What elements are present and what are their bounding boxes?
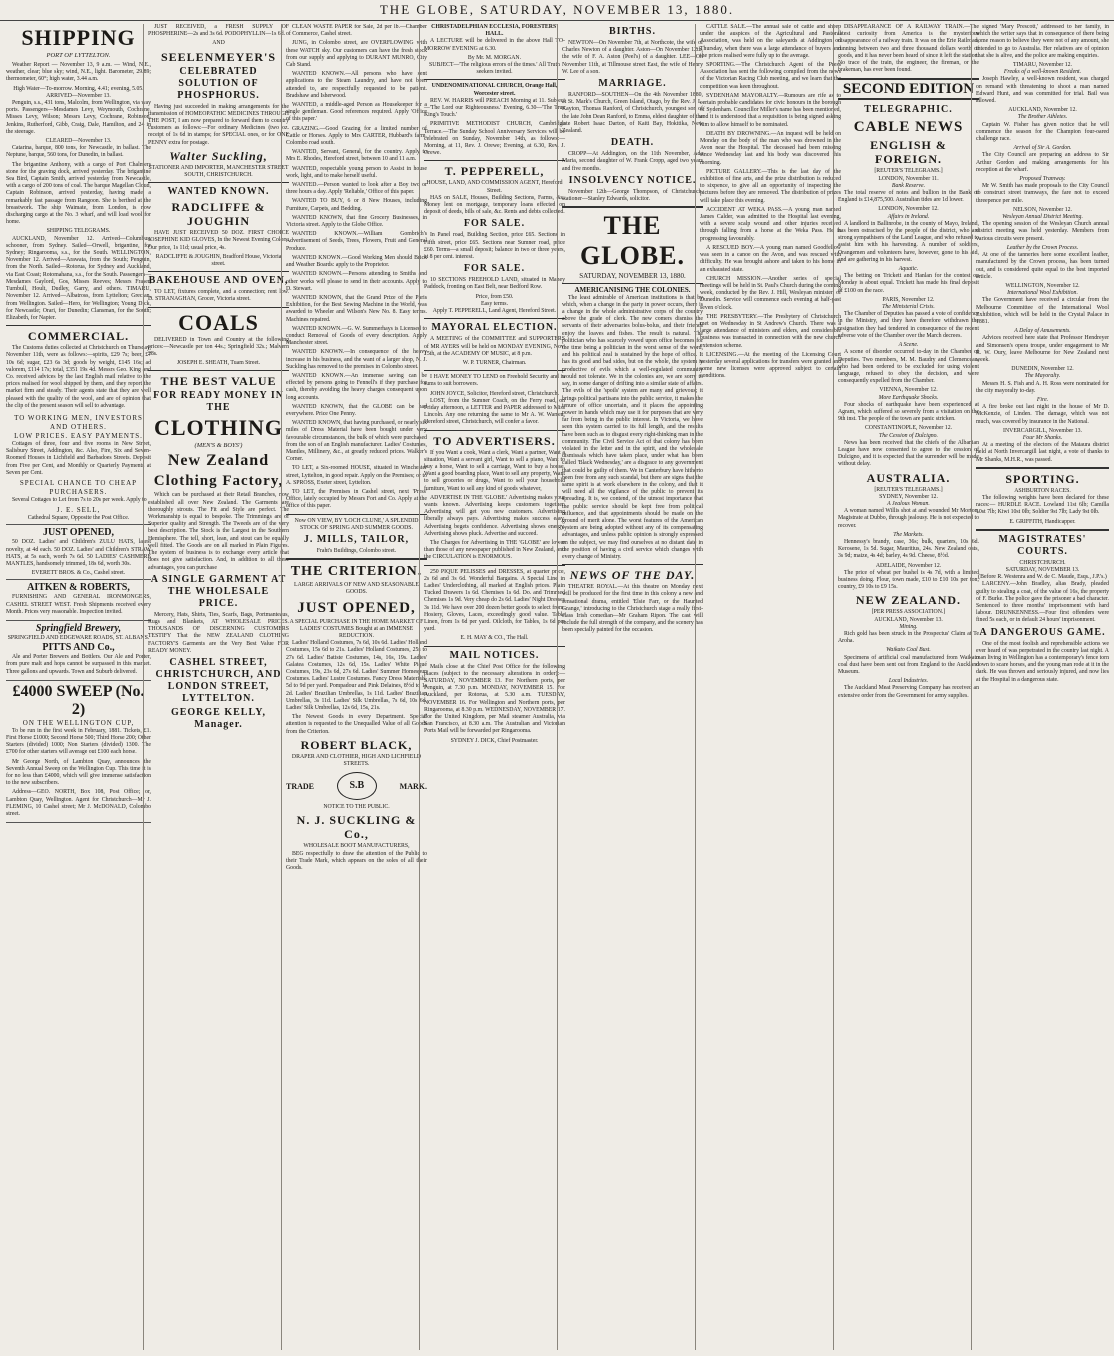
commercial-heading: COMMERCIAL. <box>27 329 130 344</box>
ad-special-body: Several Cottages to Let from 7s to 20s per week. Apply to <box>12 496 147 503</box>
ad-sweep-body: To be run in the first week in February, 1881. Tickets, £1. First Horse £1000; Second Horse 500; Third Horse 200; Other Starters (divided) 1000; Non Starters (divided) 1300. The £700 for other starters will average out £100 each horse. <box>6 727 151 756</box>
jealous-heading: A Jealous Woman. <box>887 500 930 507</box>
ad-just-opened-body: 50 DOZ. Ladies' and Children's ZULU HATS, latest novelty, at 4d each. 50 DOZ. Ladies' and Children's STRAW HATS, at 5s each, worth 7s 6d. 50 LADIES' CASHMERE MANTLES, handsomely trimmed, 18s 6d, worth 30s. <box>6 539 151 567</box>
wanted-known: WANTED KNOWN. <box>167 186 270 198</box>
lecturer: By Mr. M. MORGAN. <box>467 54 522 61</box>
news-drowning: DEATH BY DROWNING.—An inquest will be held on Monday on the body of the man who was drowned in the Avon near the Hospital. The deceased had been missing since Wednesday last and his body was discovered this morning. <box>700 130 841 166</box>
branches: CASHEL STREET, CHRISTCHURCH, AND LONDON STREET, LYTTELTON. <box>155 656 282 704</box>
ireland-heading: Affairs in Ireland. <box>887 213 930 220</box>
before-bench: (Before R. Westenra and W. de C. Maude, Esqs., J.P.'s.) <box>978 574 1107 581</box>
globe-date: SATURDAY, NOVEMBER 13, 1880. <box>579 272 686 281</box>
money-to-lend: I HAVE MONEY TO LEND on Freehold Security and in sums to suit borrowers. <box>424 374 565 388</box>
ministerial-body: The Chamber of Deputies has passed a vote of confidence in the Ministry, and they have therefore withdrawn the resignation they had tendered in consequence of the recent adverse vote of the Chamber over the March decrees. <box>838 311 979 339</box>
ad-removal: WANTED KNOWN.—G. W. Summerhays is Licensed to conduct Removal of Goods of every description. Apply Manchester street. <box>286 325 427 347</box>
column-3 <box>281 24 430 1350</box>
ministerial-heading: The Ministerial Crisis. <box>882 304 935 311</box>
press-assoc: [PER PRESS ASSOCIATION.] <box>871 609 946 616</box>
mining-heading: Mining. <box>899 623 918 630</box>
criterion-list: Ladies' Holland Costumes, 7s 6d, 10s 6d. Ladies' Holland Costumes, 15s 6d to 21s. Ladies' Holland Costumes, 25s to 27s 6d. Ladies' Batiste Costumes, 14s, 16s, 19s. Ladies' Galatea Costumes, 12s 6d, 15s. Ladies' White Piqué Costumes, 19s, 23s 6d, 27s 6d. Ladies' Summer Homespun Costumes. Ladies' Lustre Costumes. Fancy Dress Materials, 5d to 9d per yard. Pompadour and Pink Delaines, 8½d to 1s 2d. Ladies' Brazilian Umbrellas, 1s 11d. Ladies' Brazilian Umbrellas, 3s 11d. Ladies' Silk Umbrellas, 7s 6d, 10s 6d. Ladies' Silk Umbrellas, 12s 6d, 15s, 21s. <box>286 640 427 712</box>
high-water: High Water—To-morrow. Morning, 4.41; evening, 5.05. <box>13 85 144 92</box>
column-2 <box>143 24 292 1350</box>
radcliffe-title: RADCLIFFE & JOUGHIN <box>171 200 266 229</box>
column-1 <box>6 24 154 1350</box>
auckland-date: AUCKLAND, November 13. <box>874 616 943 623</box>
death-heading: DEATH. <box>610 137 655 149</box>
cleared-heading: CLEARED—November 13. <box>45 138 112 145</box>
mail-sign: SYDNEY J. DICK, Chief Postmaster. <box>450 737 539 744</box>
ad-just-opened-title: JUST OPENED, <box>43 527 114 539</box>
ad-working-men-title: TO WORKING MEN, INVESTORS AND OTHERS. <box>14 413 143 431</box>
ad-brewery <box>6 621 151 681</box>
loch-clune: Now ON VIEW, BY 'LOCH CLUNE,' A SPLENDID STOCK OF SPRING AND SUMMER GOODS. <box>294 517 419 531</box>
vienna-date: VIENNA, November 12. <box>879 387 938 394</box>
railway-train: DISAPPEARANCE OF A RAILWAY TRAIN.—The latest curiosity from America is the mysterious disappearance of a railway train. It was on the Erie Railroad, running between two and three thousand dollars worth of goods, and it has never been heard of since it left the station. No trace of the train, the engineer, the fireman, or the brakeman, has ever been found. <box>838 24 979 74</box>
constantinople-date: CONSTANTINOPLE, November 12. <box>864 425 953 432</box>
pique-ad: 250 PIQUE PELISSES and DRESSES, at quarter price, 2s 6d and 3s 6d. Wonderful Bargains. A Special Line in Ladies' Underclothing, all marked at English prices. Plain Tucked Drawers 1s 6d. Chemises 1s 6d. Do. and Trimmed Chemises 1s 9d. Very cheap do 2s 6d. Ladies' Night Dresses 3s 11d. We have over 200 dozen better goods to select from. Hosiery, Gloves, Laces, exceedingly good value. Table Linen, from 1s 6d per yard. Oilcloth, for Tables, 1s 6d per yard. <box>424 568 565 633</box>
ad-sell-name: J. E. SELL, <box>56 506 101 515</box>
scene-heading: A Scene. <box>898 342 919 349</box>
wellington-date: WELLINGTON, November 12. <box>1005 282 1080 289</box>
markets-body: Hennessy's brandy, case, 36s; bulk, quarters, 10s 6d. Kerosene, 1s 5d. Sugar, Mauritius, 24s. New Zealand oats, 3s 9d; maize, 4s 4d; barley, 4s 9d. Cheese, 8½d. <box>838 538 979 560</box>
arrived-heading: ARRIVED—November 13. <box>46 92 111 99</box>
clothing-sub: (MEN'S & BOYS') <box>194 442 243 450</box>
freaks-body: Joseph Hawley, a well-known resident, was charged on remand with threatening to shoot a man named Edward Hunt, and was committed for trial. Bail was allowed. <box>976 76 1109 105</box>
peppereil-title: T. PEPPERELL, <box>444 164 545 179</box>
ad-working-men-body: Cottages of three, four and five rooms in New Street, Salisbury Street, Addington, &c. Also, Fire, Six and Seven-Roomed Houses in Lichfield and Barbadoes Streets. Deposit from Five per Cent, and Monthly or Quarterly Payments at Seven per Cent. <box>6 440 151 476</box>
ad-working-men <box>6 412 151 525</box>
ad-aitken-body: FURNISHING AND GENERAL IRONMONGERS, CASHEL STREET WEST. Fresh Shipments received every Month. Prices very reasonable. Inspection invited. <box>6 594 151 615</box>
port-heading: PORT OF LYTTELTON. <box>46 52 111 59</box>
local-body: The Auckland Meat Preserving Company has received an extensive order from the Government for army supplies. <box>838 685 979 699</box>
bakehouse-body: TO LET, fixtures complete, and a connection; rent low. D. STRANAGHAN, Grocer, Victoria street. <box>148 289 289 303</box>
easy-terms: Easy terms. <box>480 300 509 307</box>
mark-label: MARK. <box>399 781 427 791</box>
black-title: ROBERT BLACK, <box>300 737 413 752</box>
leather-body: At one of the tanneries here some excellent leather, manufactured by the Crown process, has been turned out, and is considered quite equal to the best imported article. <box>976 252 1109 280</box>
dangerous-body: One of the most foolish and reprehensible actions we ever heard of was perpetrated in the country last night. A man living in Wellington has a contemporary's fence torn down to scare horses, and the young man rode at it in the dark. He was thrown and seriously injured, and now lies at the Hospital in a dangerous state. <box>976 640 1109 683</box>
nelson-date: NELSON, November 12. <box>1013 206 1072 213</box>
ad-sweep-on: ON THE WELLINGTON CUP, <box>22 718 135 727</box>
radcliffe-body: HAVE JUST RECEIVED 50 DOZ. FIRST CHOICE JOSEPHINE KID GLOVES, In the Newest Evening Colors. Our price, 1s 11d; usual price, 4s. <box>148 230 289 251</box>
bank-body: The total reserve of notes and bullion in the Bank of England is £14,875,500. Australian tides are 1d lower. <box>838 190 979 204</box>
radcliffe-sign: RADCLIFFE & JOUGHIN, Bradford House, Victoria street. <box>155 253 282 268</box>
clothing-title: CLOTHING <box>153 415 284 441</box>
mayoral-body: A MEETING of the COMMITTEE and SUPPORTERS of MR AYERS will be held on MONDAY EVENING, Nov. 15th, at the ACADEMY OF MUSIC, at 8 p.m. <box>424 336 565 357</box>
markets-heading: The Markets. <box>893 531 924 538</box>
wholesale-body: Mercery, Hats, Shirts, Ties, Scarfs, Bags, Portmanteaus, Rugs and Blankets, AT WHOLESALE PRICES. THOUSANDS OF DISCERNING CUSTOMERS TESTIFY That the NEW ZEALAND CLOTHING FACTORY'S Garments are the Very Best Value FOR READY MONEY. <box>148 611 289 654</box>
ad-grocery: WANTED KNOWN, that fine Grocery Businesses, in Victoria street. Apply to the Globe Office. <box>286 214 427 229</box>
njs-title: N. J. SUCKLING & Co., <box>296 813 417 842</box>
phosphorus-title: CELEBRATED SOLUTION OF PHOSPHORUS. <box>177 65 260 101</box>
ashburton-body: The following weights have been declared for these races:— HURDLE RACE. Lowland 11st 6lb; Camilla 10st 7lb; Kiwi 10st 0lb; Soldier 9st 7lb; Lady 9st 0lb. <box>976 494 1109 516</box>
pique-sign: E. H. MAY & CO., The Hall. <box>460 635 529 642</box>
black-sub: DRAPER AND CLOTHIER, HIGH AND LICHFIELD STREETS. <box>291 753 422 768</box>
earthquake-heading: More Earthquake Shocks. <box>878 394 939 401</box>
bakehouse-title: BAKEHOUSE AND OVEN, <box>148 275 289 287</box>
wesleyan-heading: Wesleyan Annual District Meeting. <box>1002 214 1083 221</box>
factory-body: Which can be purchased at their Retail Branches, now established all over New Zealand. The Garments are thoroughly strouts. The Fit and Style are perfect. The Workmanship is equal to bespoke. The Trimmings are of Superior quality and Strength. The Tweeds are of the very best description. The Stock is the Largest in the Southern Hemisphere. The tell, short, lean, and stout can be equally well fitted. The Goods are on all marked in Plain Figures. The system of business is to exchange every article that does not give satisfaction. And, in addition to all these advantages, you can purchase <box>148 492 289 571</box>
ad-accounts: WANTED KNOWN.—Persons attending to Smiths and other works will please to send in their accounts. Apply to D. Stewart. <box>286 271 427 292</box>
freaks-heading: Freaks of a well-known Resident. <box>1003 69 1082 76</box>
ad-sweep-title: £4000 SWEEP (No. 2) <box>12 682 145 718</box>
news-sporting: SPORTING.—The Christchurch Agent of the Press Association has sent the following compiled from the news of the Victorian Racing Club meeting, and we learn that the competition was keen throughout. <box>700 62 841 90</box>
news-mission: CHURCH MISSION.—Another series of special meetings will be held in St. Paul's Church during the coming week, conducted by the Rev. J. Hill, Wesleyan minister, of Dunedin. Service will commence each evening at half-past seven o'clock. <box>700 275 841 311</box>
sporting-heading: SPORTING. <box>1005 471 1080 486</box>
adelaide-date: ADELAIDE, November 12. <box>875 562 942 569</box>
second-edition: SECOND EDITION <box>838 78 979 100</box>
athletes-heading: The Brother Athletes. <box>1017 114 1068 121</box>
mayoralty-body: Messrs H. S. Fish and A. H. Ross were nominated for the city mayoralty to-day. <box>976 380 1109 394</box>
insolvency-heading: INSOLVENCY NOTICE. <box>568 174 697 186</box>
shanks-heading: Four Mr Shanks. <box>1022 434 1063 441</box>
reuter-1: [REUTER'S TELEGRAMS.] <box>874 168 943 175</box>
timaru-date: TIMARU, November 12. <box>1013 62 1072 69</box>
harris-notice: REV. W. HARRIS will PREACH Morning at 11. Subject—'The Lord our Righteousness.' Evening, 6.30—'The True King's Touch.' <box>424 97 565 119</box>
weather-report: Weather Report — November 13, 9 a.m. — Wind, N.E., weather, clear; blue sky; wind, N.E., light. Barometer, 29.89; thermometer, 60°; high water, 3.44 a.m. <box>6 62 151 83</box>
ad-and: AND <box>212 40 225 47</box>
dunedin-date: DUNEDIN, November 12. <box>1011 366 1074 373</box>
peppereil-body: HAS on SALE, Houses, Building Sections, Farms, &c. Money lent on mortgage, temporary loans effected on deposit of deeds, bills of sale, &c. Rents and debts collected. <box>424 194 565 216</box>
news-cattle: CATTLE SALE.—The annual sale of cattle and sheep under the auspices of the Agricultural and Pastoral Association, was held on the saleyards at Addington on Thursday, when there was a large attendance of buyers and the prices realised were fully up to the average. <box>700 24 841 59</box>
mayoralty-heading: The Mayoralty. <box>1024 373 1061 380</box>
london-date-2: LONDON, November 12. <box>878 206 939 213</box>
ad-young-person: WANTED, respectable young person to Assist in house work, light, and to make herself useful. <box>286 165 427 179</box>
ad-waste-paper: CLEAN WASTE PAPER for Sale, 2d per lb.—Chamber of Commerce, Cashel street. <box>286 24 427 38</box>
sydney-date: SYDNEY, November 12. <box>879 493 938 500</box>
tramway-heading: Proposed Tramway. <box>1019 176 1066 183</box>
jealous-body: A woman named Willis shot at and wounded Mr Morton, Magistrate at Dubbo, through jealousy. He is not expected to recover. <box>838 508 979 529</box>
ad-housekeeper: WANTED, a middle-aged Person as Housekeeper for a single gentleman. Good references required. Apply 'Office of this paper.' <box>286 102 427 123</box>
article-title: AMERICANISING THE COLONIES. <box>574 286 691 295</box>
ready-money: FOR READY MONEY IN THE <box>153 390 284 414</box>
aquatic-heading: Aquatic. <box>898 266 919 273</box>
undenom-heading: UNDENOMINATIONAL CHURCH, Orange Hall, Worcester street. <box>431 83 558 97</box>
peppereil-sub: HOUSE, LAND, AND COMMISSION AGENT, Hereford Street. <box>426 180 563 194</box>
ad-phosphorine: JUST RECEIVED, a FRESH SUPPLY OF PHOSPHERINE—2s and 3s 6d. PODOPHYLLIN—1s 6d. <box>148 24 289 38</box>
ad-pitts-title: PITTS AND Co., <box>42 642 115 654</box>
mail-heading: MAIL NOTICES. <box>449 649 540 661</box>
ashburton-heading: ASHBURTON RACES. <box>1014 487 1071 494</box>
exhibition-heading: International Wool Exhibition. <box>1007 290 1078 297</box>
wesleyan-body: The opening session of the Wesleyan Church annual district meeting was held yesterday. Members from various circuits were present. <box>976 221 1109 242</box>
ad-sweep-addr: Address—GEO. NORTH, Box 108, Post Office; or, Lambton Quay, Wellington. Agent for Christchurch—Mr J. FLEMING, 10 Cashel street; Mr J. McDONALD, Colombo street. <box>6 789 151 818</box>
waikato-heading: Waikato Coal Bust. <box>886 647 931 654</box>
mining-body: Rich gold has been struck in the Prospectus' Claim at Te Aroha. <box>838 631 979 645</box>
athletes-body: Captain W. Fisher has given notice that he will commence the season for the Champion four-oared challenge race. <box>976 121 1109 143</box>
advertisers-heading: TO ADVERTISERS. <box>433 433 556 448</box>
adelaide-body: The price of wheat per bushel is 4s 7d, with a limited business doing. Flour, town made, £10 to £10 10s per ton; country, £9 10s to £9 15s. <box>838 569 979 591</box>
seelenmeyer-title: SEELENMEYER'S <box>160 49 277 64</box>
leather-heading: Leather by the Crown Process. <box>1006 244 1079 251</box>
news-heading: NEWS OF THE DAY. <box>569 568 696 583</box>
ad-buy-houses: WANTED TO BUY, 6 or 8 New Houses, including Furniture, Carpets, and Bedding. <box>286 198 427 212</box>
phosphorus-body: Having just succeeded in making arrangements for the transmission of HOMEOPATHIC MEDICINES THROUGH THE POST, I am now prepared to forward them to country customers as follows:—For ordinary Medicines (two oz. receipt of 1s 6d in stamps; for SPECIAL ones, or for ONE PENNY extra for postage. <box>148 103 289 146</box>
sections-ten: 10 SECTIONS FREEHOLD LAND, situated in Maney Paddock, fronting on East Belt, near Bedford Row. <box>424 277 565 291</box>
ad-sweep <box>6 681 151 823</box>
globe-note: The Charges for Advertising in THE 'GLOBE' are lower than those of any newspaper published in New Zealand, and the CIRCULATION is ENORMOUS. <box>424 539 565 561</box>
auckland-date-2: AUCKLAND, November 12. <box>1008 107 1077 114</box>
ad-laundry: WANTED KNOWN.—All persons who have sent applications to the Steam Laundry, and have not been attended to, are respectfully requested to be patient. Bradshaw and Isherwood. <box>286 71 427 99</box>
ad-jung: JUNG, in Colombo street, are OVERFLOWING with these WATCH sky. Our customers can have the fresh stock from our supply and applying to DURANT MUNRO, City Cab Stand. <box>286 40 427 69</box>
births-body: NEWTON—On November 7th, at Northcote, the wife of Charles Newton of a daughter. Aston—On November 12th, the wife of F. A. Aston (Peel's) of a daughter. LEE—On November 11th, at Tillmouse street East, the wife of Henry W. Lee of a son. <box>562 40 703 75</box>
news-body: THEATRE ROYAL.—At this theatre on Monday next will be produced for the first time in this colony a new and sensational drama, entitled 'Elsie Farr, or the Haunted Grange,' introducing to the Christchurch stage a really first-class Irish comedian—Mr Graham Ripon. The cast will include the full strength of the company, and the scenery has been specially painted for the occasion. <box>562 584 703 634</box>
primitive-notice: PRIMITIVE METHODIST CHURCH, Cambridge Terrace.—The Sunday School Anniversary Services will be celebrated on Sunday, November 14th, as follows:—Morning, at 11, Rev. J. Orewe; Evening, at 6.30, Rev. J. Orewe. <box>424 121 565 157</box>
masthead-title: THE GLOBE, SATURDAY, NOVEMBER 13, 1880. <box>379 2 735 17</box>
ad-brewery-title: Springfield Brewery, <box>35 622 122 634</box>
for-sale-1: FOR SALE. <box>463 218 526 230</box>
manager: GEORGE KELLY, Manager. <box>170 706 267 730</box>
tramway-body: Mr W. Smith has made proposals to the City Council to construct street tramways, the fare not to exceed threepence per mile. <box>976 183 1109 204</box>
criterion-title: THE CRITERION. <box>290 564 423 580</box>
australia-heading: AUSTRALIA. <box>866 470 951 485</box>
aquatic-body: The betting on Trickett and Hanlan for the contest on Monday is about equal. Trickett has made his final deposit of £100 on the race. <box>838 273 979 294</box>
arrival-body: The City Council are preparing an address to Sir Arthur Gordon and making arrangements for his reception at the wharf. <box>976 152 1109 173</box>
commercial-body: The Customs duties collected at Christchurch on Thursday, November 11th, were as follows:—spirits, £29 7s; beer, £7 10s 6d; sugar, £23 6s 3d; goods by weight, £145 16s; ad valorem, £114 17s; total, £351 19s 4d. Messrs Geo. King and Co. received advices by the last English mail relative to the prices realised for wool shipped by them, and they report the market firm and steady. Their agents state that they are well pleased with the quality of the wool, and are of opinion that the clip of the present season will sell to advantage. <box>6 345 151 409</box>
njs-body: BEG respectfully to draw the attention of the Public to their Trade Mark, which appears on the soles of all their Goods. <box>286 850 427 872</box>
court-body: LARCENY.—John Bradley, alias Brady, pleaded guilty to stealing a coat, of the value of 16s, the property of F. Burke. The police gave the prisoner a bad character. Sentenced to three months' imprisonment with hard labour. DRUNKENNESS.—Four first offenders were fined 5s each, or in default 24 hours' imprisonment. <box>976 581 1109 624</box>
cleared-body: Catarina, barque, 800 tons, for Newcastle, in ballast. The Neptune, barque, 560 tons, for Dunedin, in ballast. <box>6 145 151 159</box>
news-rescued: A RESCUED BOY.—A young man named Goodfellow was seen in a canoe on the Avon, and was rescued with difficulty. He was brought ashore and taken to his home in an exhausted state. <box>700 244 841 273</box>
mail-body: Mails close at the Chief Post Office for the following places (subject to the necessary alterations in order):— SATURDAY, NOVEMBER 13. For Northern ports, per Penguin, at 7.30 p.m. MONDAY, NOVEMBER 15. For Auckland, per Rotorua, at 5.30 a.m. TUESDAY, NOVEMBER 16. For Wellington and Northern ports, per Ringarooma, at 8.30 p.m. WEDNESDAY, NOVEMBER 17. For the United Kingdom, per Mail steamer Australia, via San Francisco, at 8.30 a.m. The Australian and Victorian Ports Mail will be forwarded per Ringarooma. <box>424 663 565 735</box>
marriage-body: RANFORD—SOUTHEN—On the 4th November 1880, at St. Mark's Church, Green Island, Otago, by the Rev. J. L. Kayton, Thomas Ranford, of Christchurch, youngest son of the late John Dean Ranford, to Emma, eldest daughter of the late Robert Isaac Darton, of Kaiti Bay, Hokitika, New Zealand. <box>562 92 703 135</box>
apply-peppereil: Apply T. PEPPERELL, Land Agent, Hereford Street. <box>432 308 557 315</box>
letter-body: signed 'Mary Prescott,' addressed to her family, in which the writer says that in consequence of there being some reason to believe they were not of any amount, she intended to go to Australia. Her relatives are of opinion that she is alive, and the police are making enquiries. <box>976 24 1109 59</box>
griffith-sign: E. GRIFFITH, Handicapper. <box>1009 518 1076 525</box>
masthead <box>0 0 1114 21</box>
mayoral-sign: W. P. TURNER, Chairman. <box>462 359 527 366</box>
for-sale-body: In Panel road, Building Section, price £65. Sections in Fifth street, price £65. Sections near Sumner road, price £60. Terms—a small deposit; balance in two or three years, at 8 per cent. interest. <box>424 232 565 261</box>
notice-public: NOTICE TO THE PUBLIC. <box>323 804 390 811</box>
nz-heading: NEW ZEALAND. <box>855 593 962 608</box>
saturday-date: SATURDAY, NOVEMBER 13. <box>1005 567 1080 573</box>
want-list: If you Want a cook, Want a clerk, Want a partner, Want a situation, Want a servant girl, Want to sell a piano, Want to buy a horse, Want to sell a carriage, Want to buy a house, Want a good boarding place, Want to sell any property, Want to sell groceries or drugs, Want to sell your household furniture, Want to sell any kind of goods whatever, <box>424 449 565 492</box>
columns <box>6 24 1108 1350</box>
telegrams-body: AUCKLAND, November 12. Arrived—Columbus, schooner, from Sydney. Sailed—Orwell, brigantine, for Sydney; Ringarooma, s.s., for the South. WELLINGTON, November 12. Arrived—Arawata, from the South; Penguin, from the North. Sailed—Rotorua, for Sydney and Auckland, via East Coast; Rotomahana, s.s., for the South. Passengers—Mesdames Gaylord, Gos, Misses Reeves; Messrs Fraser, Turnbull, Hoult, Dudley, Garry, and others. TIMARU, November 12. Arrived—Albatross, from Lyttelton; Grecian, from Wellington. Sailed—Hero, for Wellington; Young Dick, for Newcastle; Orari, for Dunedin; Clansman, for the South; Elizabeth, for Napier. <box>6 235 151 321</box>
dulcigno-body: News has been received that the chiefs of the Albanian League have now consented to agree to the cession of Dulcigno, and it is expected that the surrender will be made without delay. <box>838 439 979 468</box>
arrival-heading: Arrival of Sir A. Gordon. <box>1013 145 1072 152</box>
telegrams-heading: SHIPPING TELEGRAMS. <box>46 228 111 235</box>
news-gallery: PICTURE GALLERY.—This is the last day of the exhibition of fine arts, and the prize distribution is reduced to sixpence, to give all an opportunity of inspecting the pictures before they are removed. The distribution of prizes will take place this evening. <box>700 168 841 204</box>
ad-to-let-house: TO LET, a Six-roomed HOUSE, situated in Winchester street, Lyttelton, in good repair. Apply on the Premises; or to A. SPROSS, Exeter street, Lyttelton. <box>286 465 427 486</box>
ad-pitts-body: Ale and Porter Brewers and Bottlers. Our Ale and Porter, from pure malt and hops cannot be surpassed in this market. Three gallons and upwards. Town and Suburb delivered. <box>6 654 151 675</box>
article-body: The least admirable of American institutions is that by which, when a change in the party in power occurs, there is a change in the whole administrative corps of the country above the grade of clerk. The new comers dismiss the servants of their adversaries bolus-bolus, and their friends enjoy the loaves and fishes. The result is natural. The politician who has scarcely vowed upon office becomes for the time being a politician in the worst sense of the word, and his political zeal is sustained by the hope of office. It has its good and bad sides, but on the whole, the system is productive of evils which a well-regulated community would not tolerate. We in the colonies are, we are sorry to say, in some danger of drifting into a similar state of affairs. The evils of the 'spoils' system are many and grievous; it brings political partisans into the public service, it makes the tenure of office uncertain, and it places the appointing power in hands which may use it for purposes that are very far from being in the public interest. In Victoria, we have seen this system carried to its full length, and the results have been such as to disgust every right-thinking man in the community. The Civil Service Act of that colony has been violated in the letter and in the spirit, and the wholesale dismissals which have taken place, under what has been called 'Black Wednesday,' are a disgrace to any government that could be guilty of them. We in Canterbury have hitherto been free from any such scandal, but there are signs that the same spirit is at work elsewhere in the colony, and that it will need all the vigilance of the public to prevent its spreading. It is, we contend, of the utmost importance that the public service should be kept free from political influence, and that appointments should be made on the ground of merit alone. The worst features of the American system are being adopted without any of its compensating advantages, and unless public opinion is strongly expressed on the subject, we may find ourselves at no distant date in the position of having a civil service which changes with every change of Ministry. <box>562 294 703 560</box>
church-body: A LECTURE will be delivered in the above Hall TO-MORROW EVENING at 6.30. <box>424 38 565 52</box>
invercargill-date: INVERCARGILL, November 13. <box>1003 427 1082 434</box>
ad-sweep-tail: Mr George North, of Lambton Quay, announces the Seventh Annual Sweep on the Wellington Cup. This time it is for no less than £4000, which will give immense satisfaction to the new subscribers. <box>6 758 151 787</box>
ad-fennell: WANTED KNOWN.—An immense saving can be effected by persons going to Fennell's if they purchase for cash, thereby avoiding the heavy charges consequent upon long accounts. <box>286 372 427 401</box>
dulcigno-heading: The Cession of Dulcigno. <box>879 432 938 439</box>
ireland-body: A landlord in Ballinrobe, in the county of Mayo, Ireland, has been ostracised by the people of the district, who are strong sympathisers of the Land League, and who refused to assist him with his harvesting. A number of soldiers, Orangemen and volunteers have, however, gone to his aid, and are gathering in his harvest. <box>838 220 979 263</box>
criterion-sub: LARGE ARRIVALS OF NEW AND SEASONABLE GOODS. <box>294 582 419 596</box>
ad-globe-penny: WANTED KNOWN, that the GLOBE can be had everywhere. Price One Penny. <box>286 403 427 417</box>
factory-title: Clothing Factory, <box>153 473 284 490</box>
mayoral-heading: MAYORAL ELECTION. <box>431 322 558 334</box>
for-sale-2: FOR SALE. <box>463 263 526 275</box>
mills-addr: Fraht's Buildings, Colombo street. <box>316 548 397 554</box>
shipping-notes: The brigantine Anthony, with a cargo of Port Chalmers stone for the graving dock, arrived yesterday. The brigantine Sea Bird, Captain Smith, arrived yesterday from Newcastle, with a cargo of 200 tons of coal. The barque Magellan Cloud, Captain Robinson, arrived yesterday, having made a remarkably fast passage from Rangoon. She is berthed at the breastwork. The ship Waimate, from London, is now discharging cargo at the No. 3 wharf, and will load wool for home. <box>6 161 151 226</box>
ad-just-opened-sign: EVERETT BROS. & Co., Cashel street. <box>31 570 126 577</box>
lecture-subject: SUBJECT—'The religious errors of the times.' All Truth seekers invited. <box>429 62 560 76</box>
coals-title: COALS <box>178 309 259 335</box>
shanks-body: At a meeting of the electors of the Mataura district held at North Invercargill last night, a vote of thanks to Mr Shanks, M.H.R., was passed. <box>976 442 1109 463</box>
ad-grazing: GRAZING.—Good Grazing for a limited number of Cattle or Horses. Apply to Mrs CARTER, Hubbard's farm, Colombo road south. <box>286 125 427 147</box>
single-garment: A SINGLE GARMENT AT THE WHOLESALE PRICE. <box>150 573 287 609</box>
ad-working-men-sub: LOW PRICES. EASY PAYMENTS. <box>14 431 143 440</box>
marriage-heading: MARRIAGE. <box>598 78 667 90</box>
fire-heading: Fire. <box>1036 396 1049 403</box>
reuter-2: [REUTER'S TELEGRAMS.] <box>874 486 943 493</box>
london-date-1: LONDON, November 11. <box>878 175 939 182</box>
joyce-sign: JOHN JOYCE, Solicitor, Hereford street, Christchurch. <box>429 390 560 397</box>
coals-body: DELIVERED in Town and Country at the following prices:—Newcastle per ton 44s.; Springfield 32s.; Malvern 28s. <box>148 336 289 358</box>
delay-body: Advices received here state that Professor Hendreyer and Simonsen's opera troupe, under engagement to Mr R. W. Oury, leave Melbourne for New Zealand next week. <box>976 335 1109 363</box>
local-heading: Local Industries. <box>888 678 929 685</box>
ad-bricks: WANTED KNOWN.—Good Working Men should Brick and Weather Boards: apply to the Proprietor. <box>286 254 427 269</box>
nz-title: New Zealand <box>167 452 270 470</box>
coals-sign: JOSEPH E. SHEATH, Tuam Street. <box>176 360 261 367</box>
column-7 <box>833 24 982 1350</box>
column-6 <box>695 24 844 1350</box>
suckling-title: Walter Suckling, <box>169 148 268 163</box>
christchurch-heading: CHRISTCHURCH. <box>1019 559 1066 566</box>
death-body: CROPP—At Addington, on the 11th November, Ada Maria, second daughter of W. Frank Cropp, aged two years and five months. <box>562 151 703 172</box>
mills-title: J. MILLS, TAILOR, <box>303 534 410 545</box>
news-licensing: LICENSING.—At the meeting of the Licensing Court yesterday several applications for transfers were granted and some new licenses were approved subject to certain conditions. <box>700 351 841 380</box>
dangerous-heading: A DANGEROUS GAME. <box>979 626 1106 638</box>
waikato-body: Specimens of artificial coal manufactured from Waikato coal dust have been sent out from England to the Auckland Museum. <box>838 654 979 676</box>
trade-label: TRADE <box>286 781 315 791</box>
ad-suckling-removed: WANTED KNOWN.—In consequence of the heavy increase in his business, and the want of a larger shop, N. J. Suckling has removed to the premises in Colombo street. <box>286 349 427 370</box>
globe-title: THE GLOBE. <box>580 211 685 271</box>
lost-notice: LOST, from the Sumner Coach, on the Ferry road, on Friday afternoon, a LETTER and PAPER addressed to Miss Lincoln. Any one returning the same to Mr A. W. Warren, Hereford street, Christchurch, will confer a favor. <box>424 397 565 426</box>
ad-dress-material: WANTED KNOWN, that having purchased, or nearly six miles of Dress Material have been bought under very favourable circumstances, the bulk of which were purchased from the son of an English manufacturer. Ladies' Costumes, Mantles, Millinery, &c., at greatly reduced prices. Walker's Corner. <box>286 420 427 463</box>
paris-date: PARIS, November 12. <box>882 296 935 303</box>
advertise-list: ADVERTISE IN THE 'GLOBE.' Advertising makes your wants known. Advertising keeps customers together. Advertising will get you new customers. Advertising liberally always pays. Advertising makes success easy. Advertising begets confidence. Advertising shows energy. Advertising shows pluck. Advertise and succeed. <box>424 494 565 537</box>
delay-heading: A Delay of Amusements. <box>1014 328 1071 335</box>
trade-mark-row <box>286 772 427 800</box>
english-foreign: ENGLISH & FOREIGN. <box>870 138 947 167</box>
ad-boy-care: WANTED.—Person wanted to look after a Boy two or three hours a day. Apply 'Reliable,' Office of this paper. <box>286 182 427 196</box>
insolvency-body: November 12th—George Thompson, of Christchurch, stationer—Stanley Edwards, solicitor. <box>562 188 703 203</box>
ad-seeds: WANTED KNOWN.—William Gombrich's Advertisement of Seeds, Trees, Flowers, Fruit and General Produce. <box>286 231 427 252</box>
best-value: THE BEST VALUE <box>160 374 277 389</box>
njs-sub: WHOLESALE BOOT MANUFACTURERS, <box>303 843 410 850</box>
ad-special-title: SPECIAL CHANCE TO CHEAP PURCHASERS. <box>19 478 138 496</box>
column-8 <box>971 24 1109 1350</box>
ad-sell-addr: Cathedral Square, Opposite the Post Office. <box>27 515 130 522</box>
criterion-special: A SPECIAL PURCHASE IN THE HOME MARKET OF LADIES' COSTUMES Bought at an IMMENSE REDUCTION. <box>289 618 424 640</box>
news-weka: ACCIDENT AT WEKA PASS.—A young man named James Calder, was admitted to the Hospital last evening, with a severe scalp wound and other injuries received through falling from a horse at the Weka Pass. He is progressing favourably. <box>700 206 841 242</box>
ad-sewing: WANTED KNOWN, that the Grand Prize of the Paris Exhibition, for the Best Sewing Machine in the World, was awarded to Wheeler and Wilson's New No. 8. Easy terms. Machines repaired. <box>286 294 427 323</box>
ad-just-opened <box>6 525 151 580</box>
earthquake-body: Four shocks of earthquake have been experienced at Agram, which suffered so severely from a visitation on the 9th inst. The people of the town are panic stricken. <box>838 401 979 423</box>
criterion-just-opened: JUST OPENED, <box>297 599 416 616</box>
criterion-tail: The Newest Goods in every Department. Special attention is requested to the Unequalled Value of all Goods from the Criterion. <box>286 714 427 735</box>
cable-news: CABLE NEWS <box>853 119 964 136</box>
trade-mark-logo: S.B <box>337 772 377 800</box>
fire-body: A fire broke out last night in the house of Mr D. McKenzie, of Linden. The damage, which was not much, was covered by insurance in the National. <box>976 404 1109 425</box>
magistrates-heading: MAGISTRATES' COURTS. <box>998 533 1087 557</box>
ad-brewery-body: SPRINGFIELD AND EDGEWARE ROADS, ST. ALBANS. <box>7 634 150 641</box>
scene-body: A scene of disorder occurred to-day in the Chamber of Deputies. Two members, M. M. Baudry and Clemenceau, who had been ordered to be excluded for using violent language, refused to obey the decision, and were consequently expelled from the Chamber. <box>838 349 979 385</box>
ad-aitken <box>6 580 151 621</box>
telegraphic: TELEGRAPHIC. <box>864 104 953 116</box>
news-presbytery: THE PRESBYTERY.—The Presbytery of Christchurch met on Wednesday in St Andrew's Church. There was a large attendance of ministers and elders, and considerable business was transacted in connection with the new church extension scheme. <box>700 313 841 349</box>
price: Price, from £50. <box>475 293 514 300</box>
ad-aitken-title: AITKEN & ROBERTS, <box>27 582 130 594</box>
church-heading: CHRISTADELPHIAN ECCLESIA, FORESTERS' HALL. <box>431 24 558 38</box>
column-5 <box>557 24 706 1350</box>
arrived-body: Penguin, s.s., 431 tons, Malcolm, from Wellington, via way ports. Passengers—Mesdames Levy, Weymouth, Cochrane, Misses Levy, Wilson; Messrs Levy, Cochrane, Robinson, Jenkins, Rutherford, Gibb, Craig, Dale, Hamilton, and 24 in the steerage. <box>6 100 151 135</box>
shipping-heading: SHIPPING <box>21 25 136 50</box>
news-mayoralty: SYDENHAM MAYORALTY.—Rumours are rife as to certain probable candidates for civic honours in the borough of Sydenham. Councillor Miller's name has been mentioned, and it is understood that a requisition is being signed asking him to allow himself to be nominated. <box>700 92 841 128</box>
exhibition-body: The Government have received a circular from the Melbourne Committee of the International Wool Exhibition, which will be held in the Crystal Palace in 1881. <box>976 297 1109 325</box>
ad-servant: WANTED, Servant, General, for the country. Apply to Mrs E. Rhodes, Hereford street, between 10 and 11 a.m. <box>286 149 427 163</box>
births-heading: BIRTHS. <box>609 26 656 37</box>
column-4 <box>419 24 568 1350</box>
bank-heading: Bank Reserve. <box>891 182 926 189</box>
ad-to-let-premises: TO LET, the Premises in Cashel street, next 'Press' Office, lately occupied by Messrs Fort and Co. Apply at the office of this paper. <box>286 488 427 510</box>
suckling-body: STATIONER AND IMPORTER, MANCHESTER STREET SOUTH, CHRISTCHURCH. <box>148 164 289 179</box>
